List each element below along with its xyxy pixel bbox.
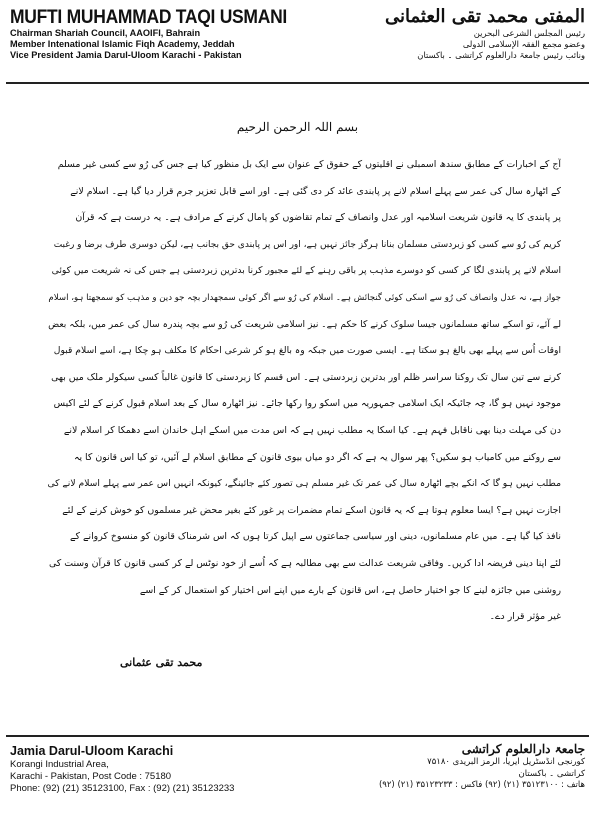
address-line-urdu: کراتشی ۔ باکستان xyxy=(518,768,585,779)
sender-title-line-urdu: وعضو مجمع الفقہ الإسلامی الدولی xyxy=(462,39,585,49)
letter-line: کریم کی رُو سے کسی کو زبردستی مسلمان بنانا ہرگز جائز نہیں ہے، اور اس پر پابندی حق بجانب ہے، لیکن دوسری طرف برضا و رغبت xyxy=(53,239,561,250)
letter-line: نافذ کیا گیا ہے۔ میں عام مسلمانوں، دینی اور سیاسی جماعتوں سے اپیل کرتا ہوں کہ اس شرمناک قانون کو منسوخ کروانے کے xyxy=(70,531,561,543)
header-urdu xyxy=(345,6,585,61)
signature: محمد تقی عثمانی xyxy=(120,656,203,669)
institution-name-urdu: جامعۃ دارالعلوم کراتشی xyxy=(461,742,585,756)
letter-line: جواز ہے، نہ عدل وانصاف کی رُو سے اسکی کوئی گنجائش ہے۔ اسلام کی رُو سے اگر کوئی سمجھدار بچہ جو دین و مذہب کو سمجھتا ہو، اسلام xyxy=(48,292,561,303)
sender-title-line: Chairman Shariah Council, AAOIFI, Bahrain xyxy=(10,28,201,38)
address-line: Karachi - Pakistan, Post Code : 75180 xyxy=(10,771,172,782)
sender-title-line: Vice President Jamia Darul-Uloom Karachi - Pakistan xyxy=(10,50,242,60)
letter-line: غیر مؤثر قرار دے۔ xyxy=(489,611,561,623)
letter-line: کرنے سے تین سال تک روکنا سراسر ظلم اور بدترین زبردستی ہے۔ اس قسم کا زبردستی کا قانون غالباً کسی سیکولر ملک میں بھی xyxy=(51,371,561,383)
letter-line: اجازت نہیں ہے؟ ایسا معلوم ہوتا ہے کہ یہ قانون اسکے تمام مضمرات پر غور کئے بغیر محض غیر مسلموں کو خوش کرنے کے لئے xyxy=(62,504,561,516)
sender-title-line-urdu: رئیس المجلس الشرعی البحرین xyxy=(473,28,585,38)
sender-title-line: Member Intenational Islamic Fiqh Academy, Jeddah xyxy=(10,39,235,49)
letter-line: لئے اپنا دینی فریضہ ادا کریں۔ وفاقی شریعت عدالت سے بھی مطالبہ ہے کہ اُسے از خود نوٹس لے کر کسی قانون کا قرآن وسنت کی xyxy=(48,557,561,569)
bismillah-heading: بسم اللہ الرحمن الرحیم xyxy=(236,120,359,134)
institution-name: Jamia Darul-Uloom Karachi xyxy=(10,744,174,758)
header-english xyxy=(10,8,310,61)
letter-line: لے آئے، تو اسکے ساتھ مسلمانوں جیسا سلوک کرنے کا حکم ہے۔ نیز اسلامی شریعت کی رُو سے بچہ پندرہ سال کی عمر میں، بلکہ بعض xyxy=(48,318,561,330)
sender-name: MUFTI MUHAMMAD TAQI USMANI xyxy=(10,7,288,28)
letter-body xyxy=(44,152,561,631)
footer-english xyxy=(10,744,300,795)
letter-line: موجود نہیں ہو گا، چہ جائیکہ ایک اسلامی جمہوریہ میں اسکو روا رکھا جائے۔ نیز اٹھارہ سال کے بعد اسلام قبول کرنے کے لئے اکیس xyxy=(53,398,561,410)
letter-line: آج کے اخبارات کے مطابق سندھ اسمبلی نے اقلیتوں کے حقوق کے عنوان سے ایک بل منظور کیا ہے جس کی رُو سے کسی غیر مسلم xyxy=(57,159,561,170)
footer-urdu xyxy=(365,742,585,792)
address-line-urdu: کورنجی انڈسٹریل ایریا، الرمز البریدی ۷۵۱۸۰ xyxy=(427,757,585,767)
contact-line-urdu: ھاتف : ۳۵۱۲۳۱۰۰ (۲۱) (۹۲) فاکس : ۳۵۱۲۳۲۳۳ (۲۱) (۹۲) xyxy=(378,780,585,790)
sender-title-line-urdu: ونائب رئیس جامعۃ دارالعلوم کراتشی ۔ باکستان xyxy=(417,50,585,60)
address-line: Korangi Industrial Area, xyxy=(10,759,109,770)
letter-line: اسلام لانے پر پابندی لگا کر کسی کو دوسرے مذہب پر باقی رہنے کے لئے مجبور کرنا بدترین زبردستی ہے جس کی نہ شریعت میں کوئی xyxy=(51,265,561,277)
letter-line: دن کی مہلت دینا بھی ناقابل فہم ہے۔ کیا اسکا یہ مطلب نہیں ہے کہ اس مدت میں اسکے اہل خاندان اسے دھمکا کر اسلام لانے xyxy=(63,424,561,436)
letter-line: کے اٹھارہ سال کی عمر سے پہلے اسلام لانے پر پابندی عائد کر دی گئی ہے۔ اور اسے قابل تعزیر جرم قرار دیا گیا ہے۔ اسلام لانے xyxy=(70,185,561,197)
letter-line: مطلب نہیں ہو گا کہ انکے بچے اٹھارہ سال کی عمر تک غیر مسلم ہی تصور کئے جائینگے، کیونکہ انہیں اس عمر سے پہلے اسلام لانے کی xyxy=(47,478,561,490)
letter-line: سے روکنے میں کامیاب ہو سکیں؟ پھر سوال یہ ہے کہ اگر دو میاں بیوی قانون کے مطابق اسلام لے آئیں، تو کیا اس قانون کا یہ xyxy=(73,451,561,463)
sender-name-urdu: المفتی محمد تقی العثمانی xyxy=(385,6,585,27)
contact-line: Phone: (92) (21) 35123100, Fax : (92) (21) 35123233 xyxy=(10,783,235,794)
letter-line: اوقات اُس سے پہلے بھی بالغ ہو سکتا ہے۔ ایسی صورت میں جبکہ وہ بالغ ہو کر شرعی احکام کا مکلف ہو چکا ہے، اسے اسلام قبول xyxy=(53,345,561,357)
footer-divider xyxy=(6,735,589,737)
letter-line: روشنی میں جائزہ لینے کا جو اختیار حاصل ہے، اس قانون کے بارے میں اپنے اس اختیار کو استعمال کر کے اسے xyxy=(139,584,561,596)
letter-line: پر پابندی کا یہ قانون شریعت اسلامیہ اور عدل وانصاف کے تمام تقاضوں کو پامال کرنے کے مرادف ہے۔ یہ درست ہے کہ قرآن xyxy=(75,212,561,224)
header-divider xyxy=(6,82,589,84)
